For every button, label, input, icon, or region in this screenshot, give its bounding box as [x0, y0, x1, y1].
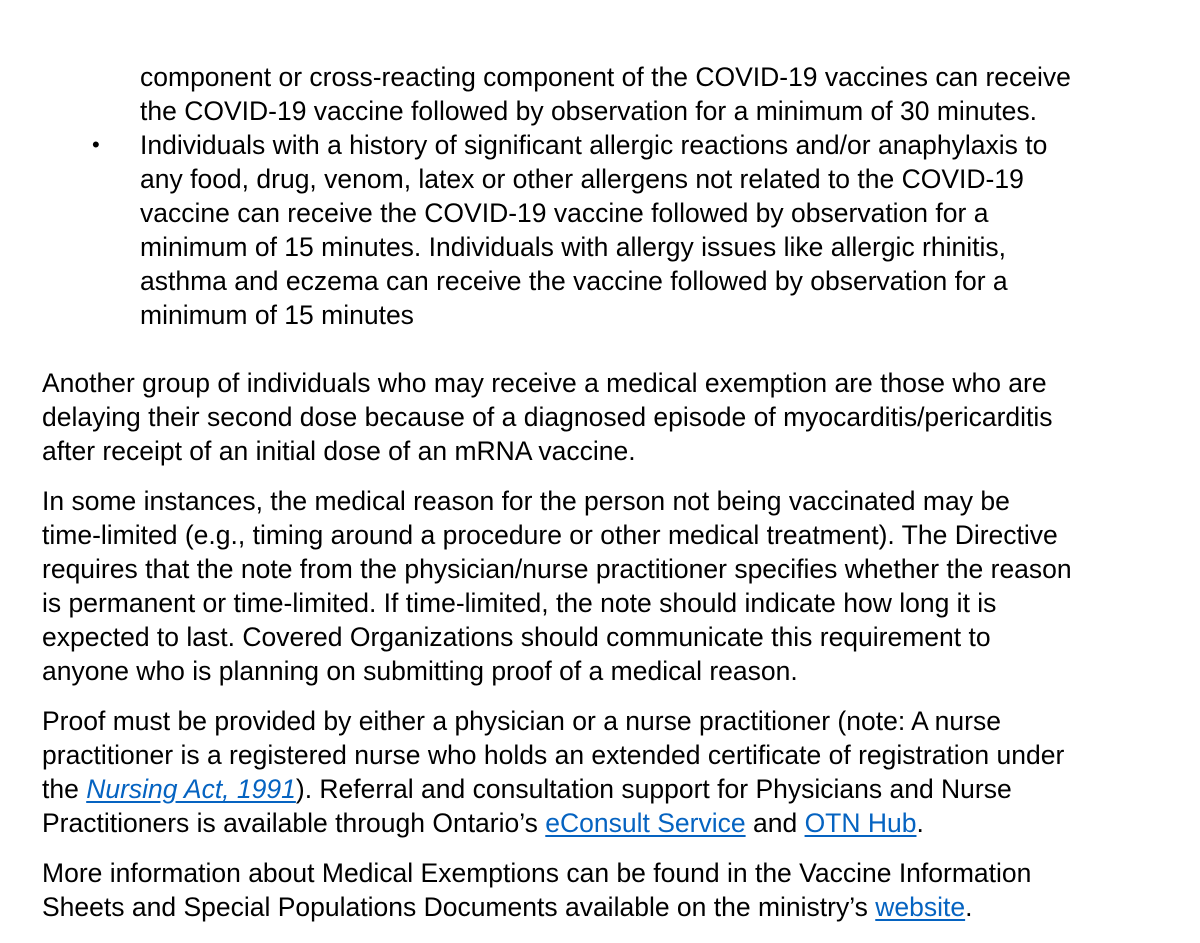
- paragraph-more-information: [42, 856, 1192, 924]
- text-line: In some instances, the medical reason for the person not being vaccinated may be: [42, 486, 1010, 516]
- paragraph-myocarditis: [42, 366, 1192, 468]
- text-line: Individuals with a history of significant allergic reactions and/or anaphylaxis to: [140, 130, 1048, 160]
- text-line: requires that the note from the physician/nurse practitioner specifies whether the reason: [42, 554, 1072, 584]
- text-fragment: and: [745, 808, 805, 838]
- econsult-service-link[interactable]: eConsult Service: [545, 808, 746, 838]
- text-line: expected to last. Covered Organizations should communicate this requirement to: [42, 622, 991, 652]
- bullet-continuation: [140, 60, 1190, 128]
- text-line: vaccine can receive the COVID-19 vaccine followed by observation for a: [140, 198, 989, 228]
- text-line: More information about Medical Exemptions can be found in the Vaccine Information: [42, 858, 1032, 888]
- text-line: component or cross-reacting component of the COVID-19 vaccines can receive: [140, 62, 1071, 92]
- bullet-item-allergies: [92, 128, 1190, 332]
- text-line-with-links: [42, 806, 1192, 840]
- nursing-act-link[interactable]: Nursing Act, 1991: [86, 774, 296, 804]
- text-line-with-link: [42, 772, 1192, 806]
- text-fragment: .: [916, 808, 924, 838]
- otn-hub-link[interactable]: OTN Hub: [804, 808, 917, 838]
- text-line: delaying their second dose because of a diagnosed episode of myocarditis/pericarditis: [42, 402, 1053, 432]
- text-line: anyone who is planning on submitting proof of a medical reason.: [42, 656, 798, 686]
- bullet-icon: •: [92, 132, 100, 157]
- text-fragment: the: [42, 774, 87, 804]
- text-line: Another group of individuals who may receive a medical exemption are those who are: [42, 368, 1047, 398]
- paragraph-proof: [42, 704, 1192, 840]
- text-line: practitioner is a registered nurse who holds an extended certificate of registration under: [42, 740, 1065, 770]
- text-line: time-limited (e.g., timing around a procedure or other medical treatment). The Directive: [42, 520, 1058, 550]
- text-fragment: Sheets and Special Populations Documents available on the ministry’s: [42, 892, 876, 922]
- text-line: Proof must be provided by either a physician or a nurse practitioner (note: A nurse: [42, 706, 1001, 736]
- text-line: after receipt of an initial dose of an mRNA vaccine.: [42, 436, 636, 466]
- text-fragment: ). Referral and consultation support for Physicians and Nurse: [295, 774, 1012, 804]
- text-fragment: Practitioners is available through Ontario’s: [42, 808, 546, 838]
- text-line: asthma and eczema can receive the vaccine followed by observation for a: [140, 266, 1008, 296]
- text-line: is permanent or time-limited. If time-limited, the note should indicate how long it is: [42, 588, 997, 618]
- text-fragment: .: [965, 892, 973, 922]
- ministry-website-link[interactable]: website: [875, 892, 966, 922]
- paragraph-time-limited: [42, 484, 1192, 688]
- bullet-list: [92, 60, 1190, 332]
- text-line: minimum of 15 minutes: [140, 300, 414, 330]
- text-line: the COVID-19 vaccine followed by observation for a minimum of 30 minutes.: [140, 96, 1037, 126]
- text-line-with-link: [42, 890, 1192, 924]
- text-line: minimum of 15 minutes. Individuals with allergy issues like allergic rhinitis,: [140, 232, 1006, 262]
- text-line: any food, drug, venom, latex or other allergens not related to the COVID-19: [140, 164, 1024, 194]
